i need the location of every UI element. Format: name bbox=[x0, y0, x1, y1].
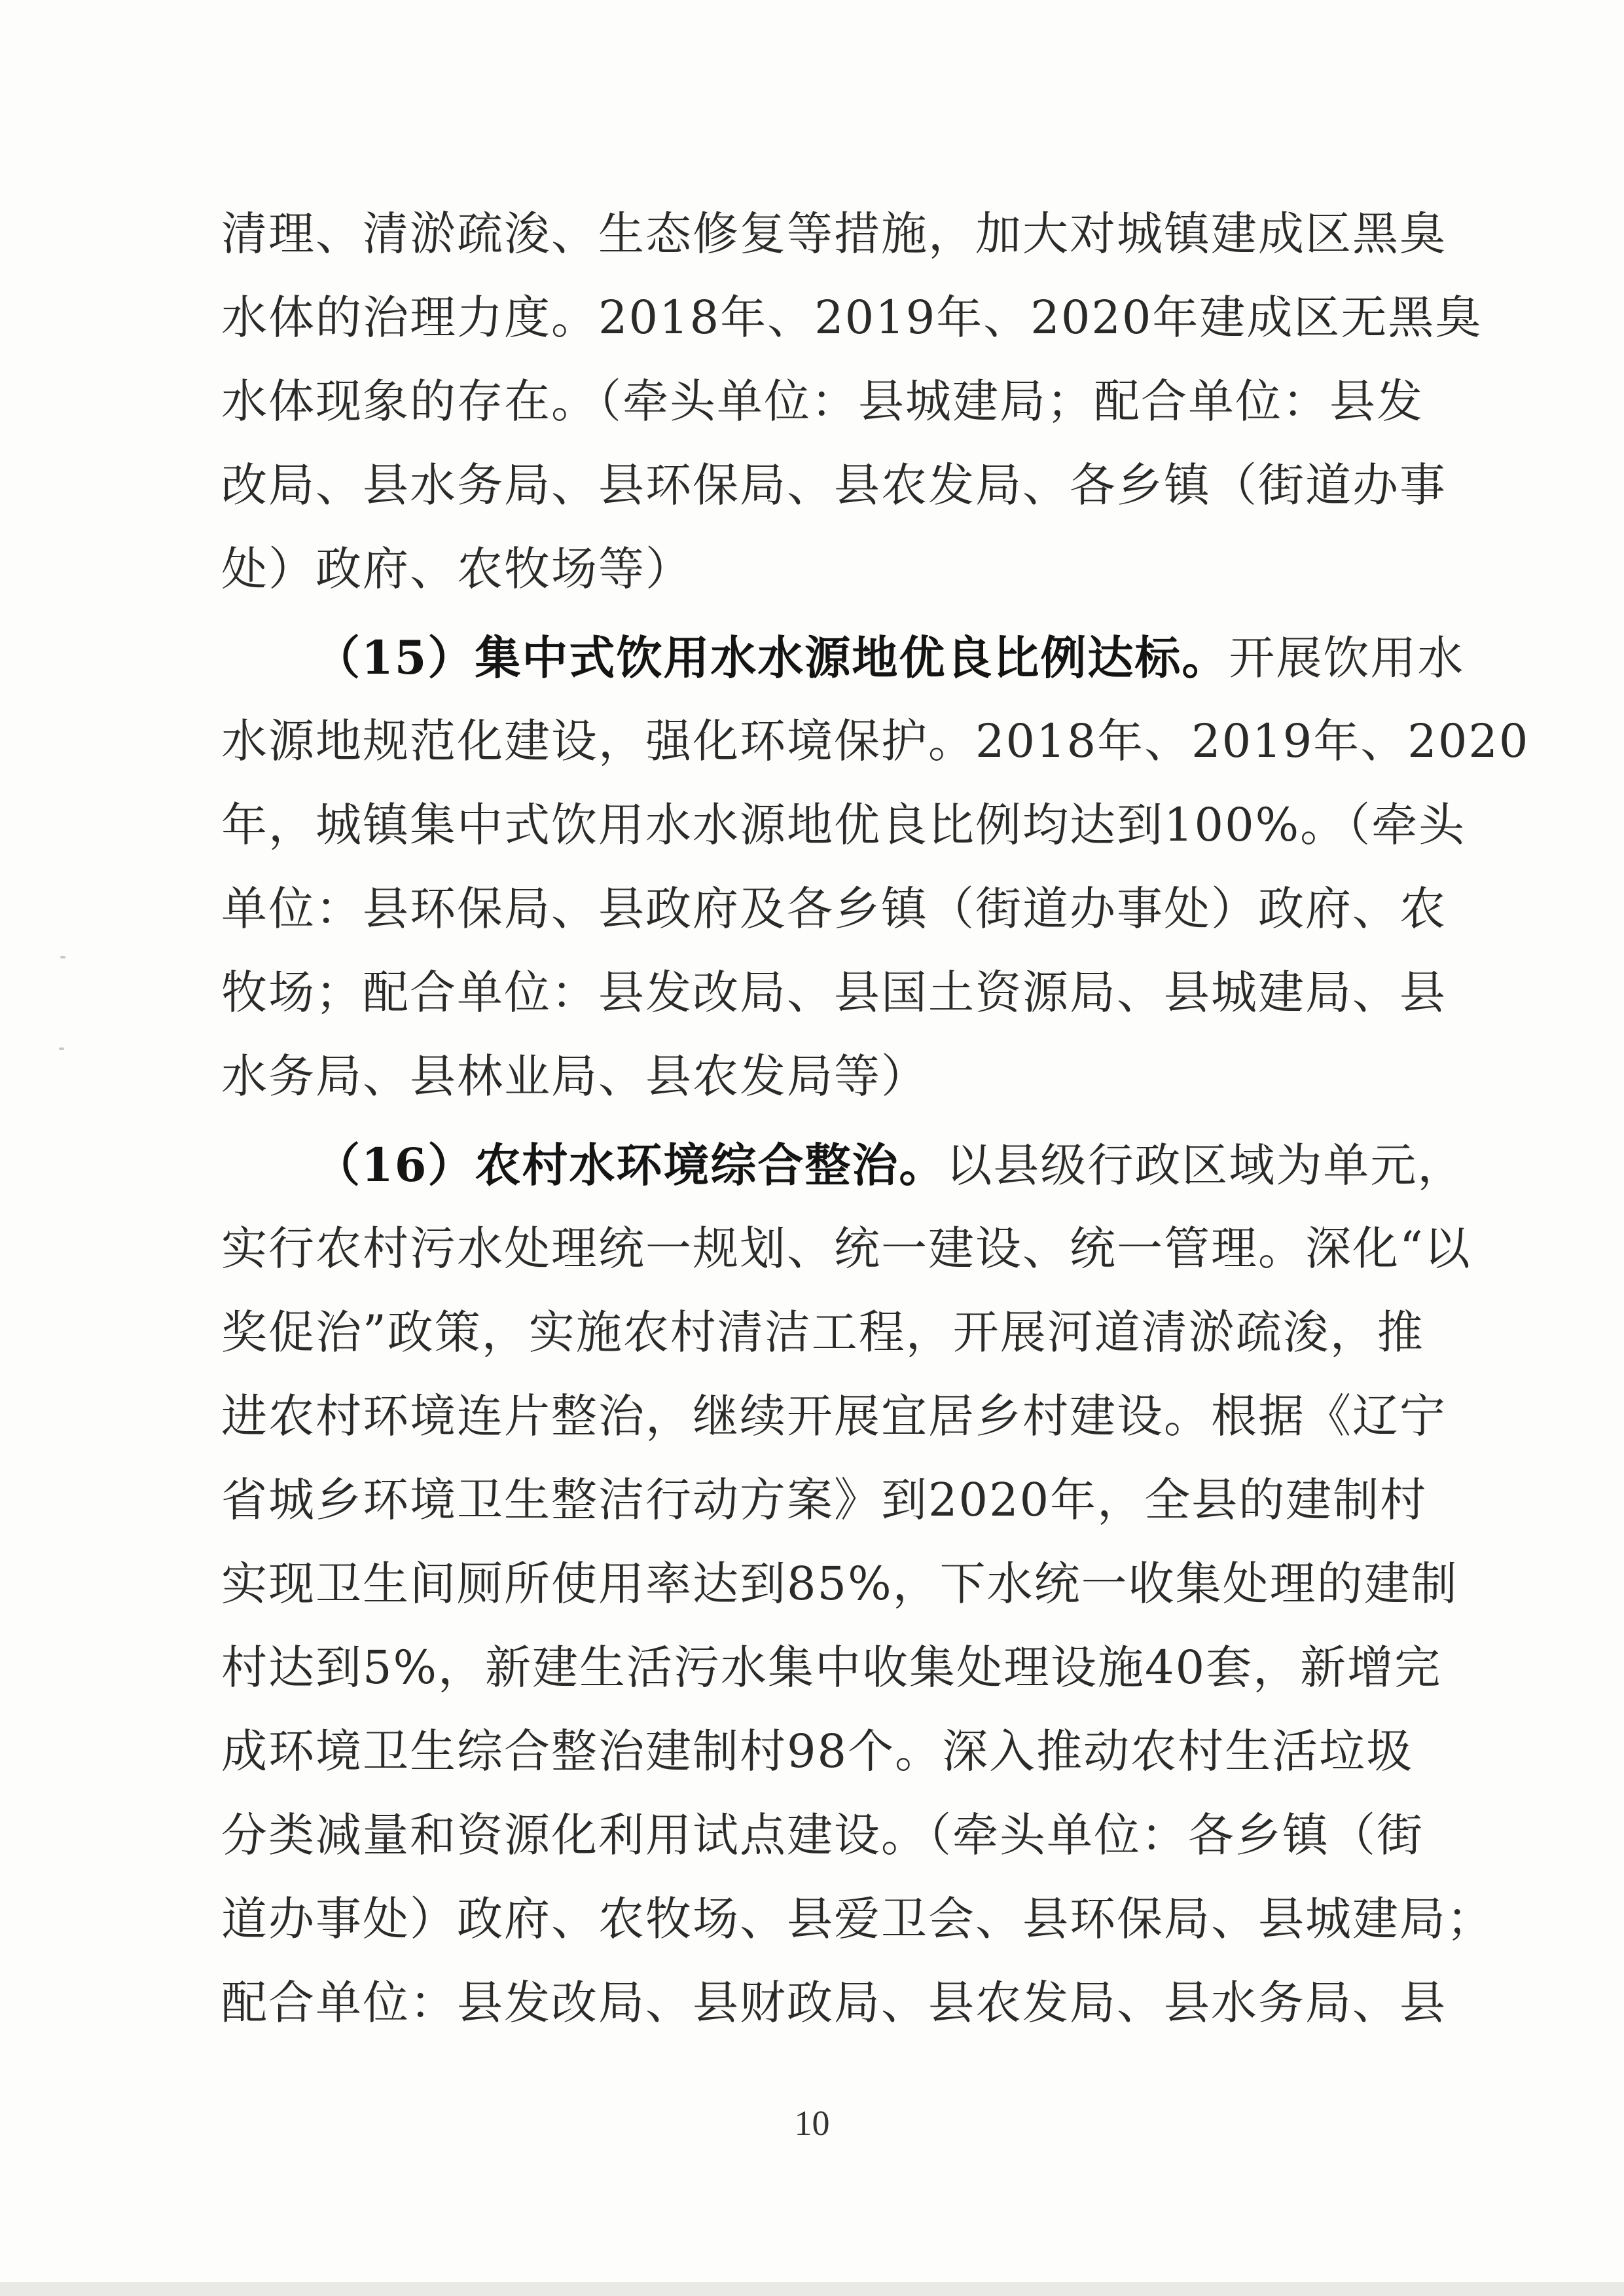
body-line: 道办事处）政府、农牧场、县爱卫会、县环保局、县城建局； bbox=[221, 1892, 1494, 1946]
scan-speck bbox=[59, 1048, 64, 1050]
body-line: 实现卫生间厕所使用率达到85%，下水统一收集处理的建制 bbox=[221, 1557, 1458, 1611]
body-line: 清理、清淤疏浚、生态修复等措施，加大对城镇建成区黑臭 bbox=[221, 207, 1447, 261]
body-line: 实行农村污水处理统一规划、统一建设、统一管理。深化“以 bbox=[221, 1222, 1471, 1275]
body-line: 单位：县环保局、县政府及各乡镇（街道办事处）政府、农 bbox=[221, 882, 1447, 936]
section-heading-15: （15）集中式饮用水水源地优良比例达标。 bbox=[314, 630, 1229, 685]
section-heading-16: （16）农村水环境综合整治。 bbox=[314, 1138, 947, 1192]
section-first-line bbox=[314, 622, 1465, 694]
body-line: 改局、县水务局、县环保局、县农发局、各乡镇（街道办事 bbox=[221, 458, 1447, 512]
body-line: 进农村环境连片整治，继续开展宜居乡村建设。根据《辽宁 bbox=[221, 1389, 1447, 1443]
section-first-line bbox=[314, 1129, 1465, 1201]
body-line: 年，城镇集中式饮用水水源地优良比例均达到100%。（牵头 bbox=[221, 798, 1466, 852]
scan-bottom-edge bbox=[0, 2282, 1624, 2296]
body-line: 处）政府、农牧场等） bbox=[221, 542, 693, 596]
scan-speck bbox=[60, 956, 65, 958]
body-line: 配合单位：县发改局、县财政局、县农发局、县水务局、县 bbox=[221, 1976, 1447, 2030]
body-line: 成环境卫生综合整治建制村98个。深入推动农村生活垃圾 bbox=[221, 1724, 1414, 1778]
page-number: 10 bbox=[794, 2104, 830, 2143]
body-line: 奖促治”政策，实施农村清洁工程，开展河道清淤疏浚，推 bbox=[221, 1305, 1424, 1359]
section-lead-text: 开展饮用水 bbox=[1229, 631, 1465, 685]
body-line: 村达到5%，新建生活污水集中收集处理设施40套，新增完 bbox=[221, 1641, 1442, 1694]
body-line: 牧场；配合单位：县发改局、县国土资源局、县城建局、县 bbox=[221, 966, 1447, 1019]
body-line: 省城乡环境卫生整洁行动方案》到2020年，全县的建制村 bbox=[221, 1473, 1428, 1527]
body-line: 水体的治理力度。2018年、2019年、2020年建成区无黑臭 bbox=[221, 291, 1483, 344]
body-line: 水源地规范化建设，强化环境保护。2018年、2019年、2020 bbox=[221, 714, 1530, 768]
body-line: 水体现象的存在。（牵头单位：县城建局；配合单位：县发 bbox=[221, 374, 1424, 428]
body-line: 水务局、县林业局、县农发局等） bbox=[221, 1049, 928, 1103]
section-lead-text: 以县级行政区域为单元， bbox=[946, 1139, 1465, 1192]
body-line: 分类减量和资源化利用试点建设。（牵头单位：各乡镇（街 bbox=[221, 1808, 1424, 1862]
